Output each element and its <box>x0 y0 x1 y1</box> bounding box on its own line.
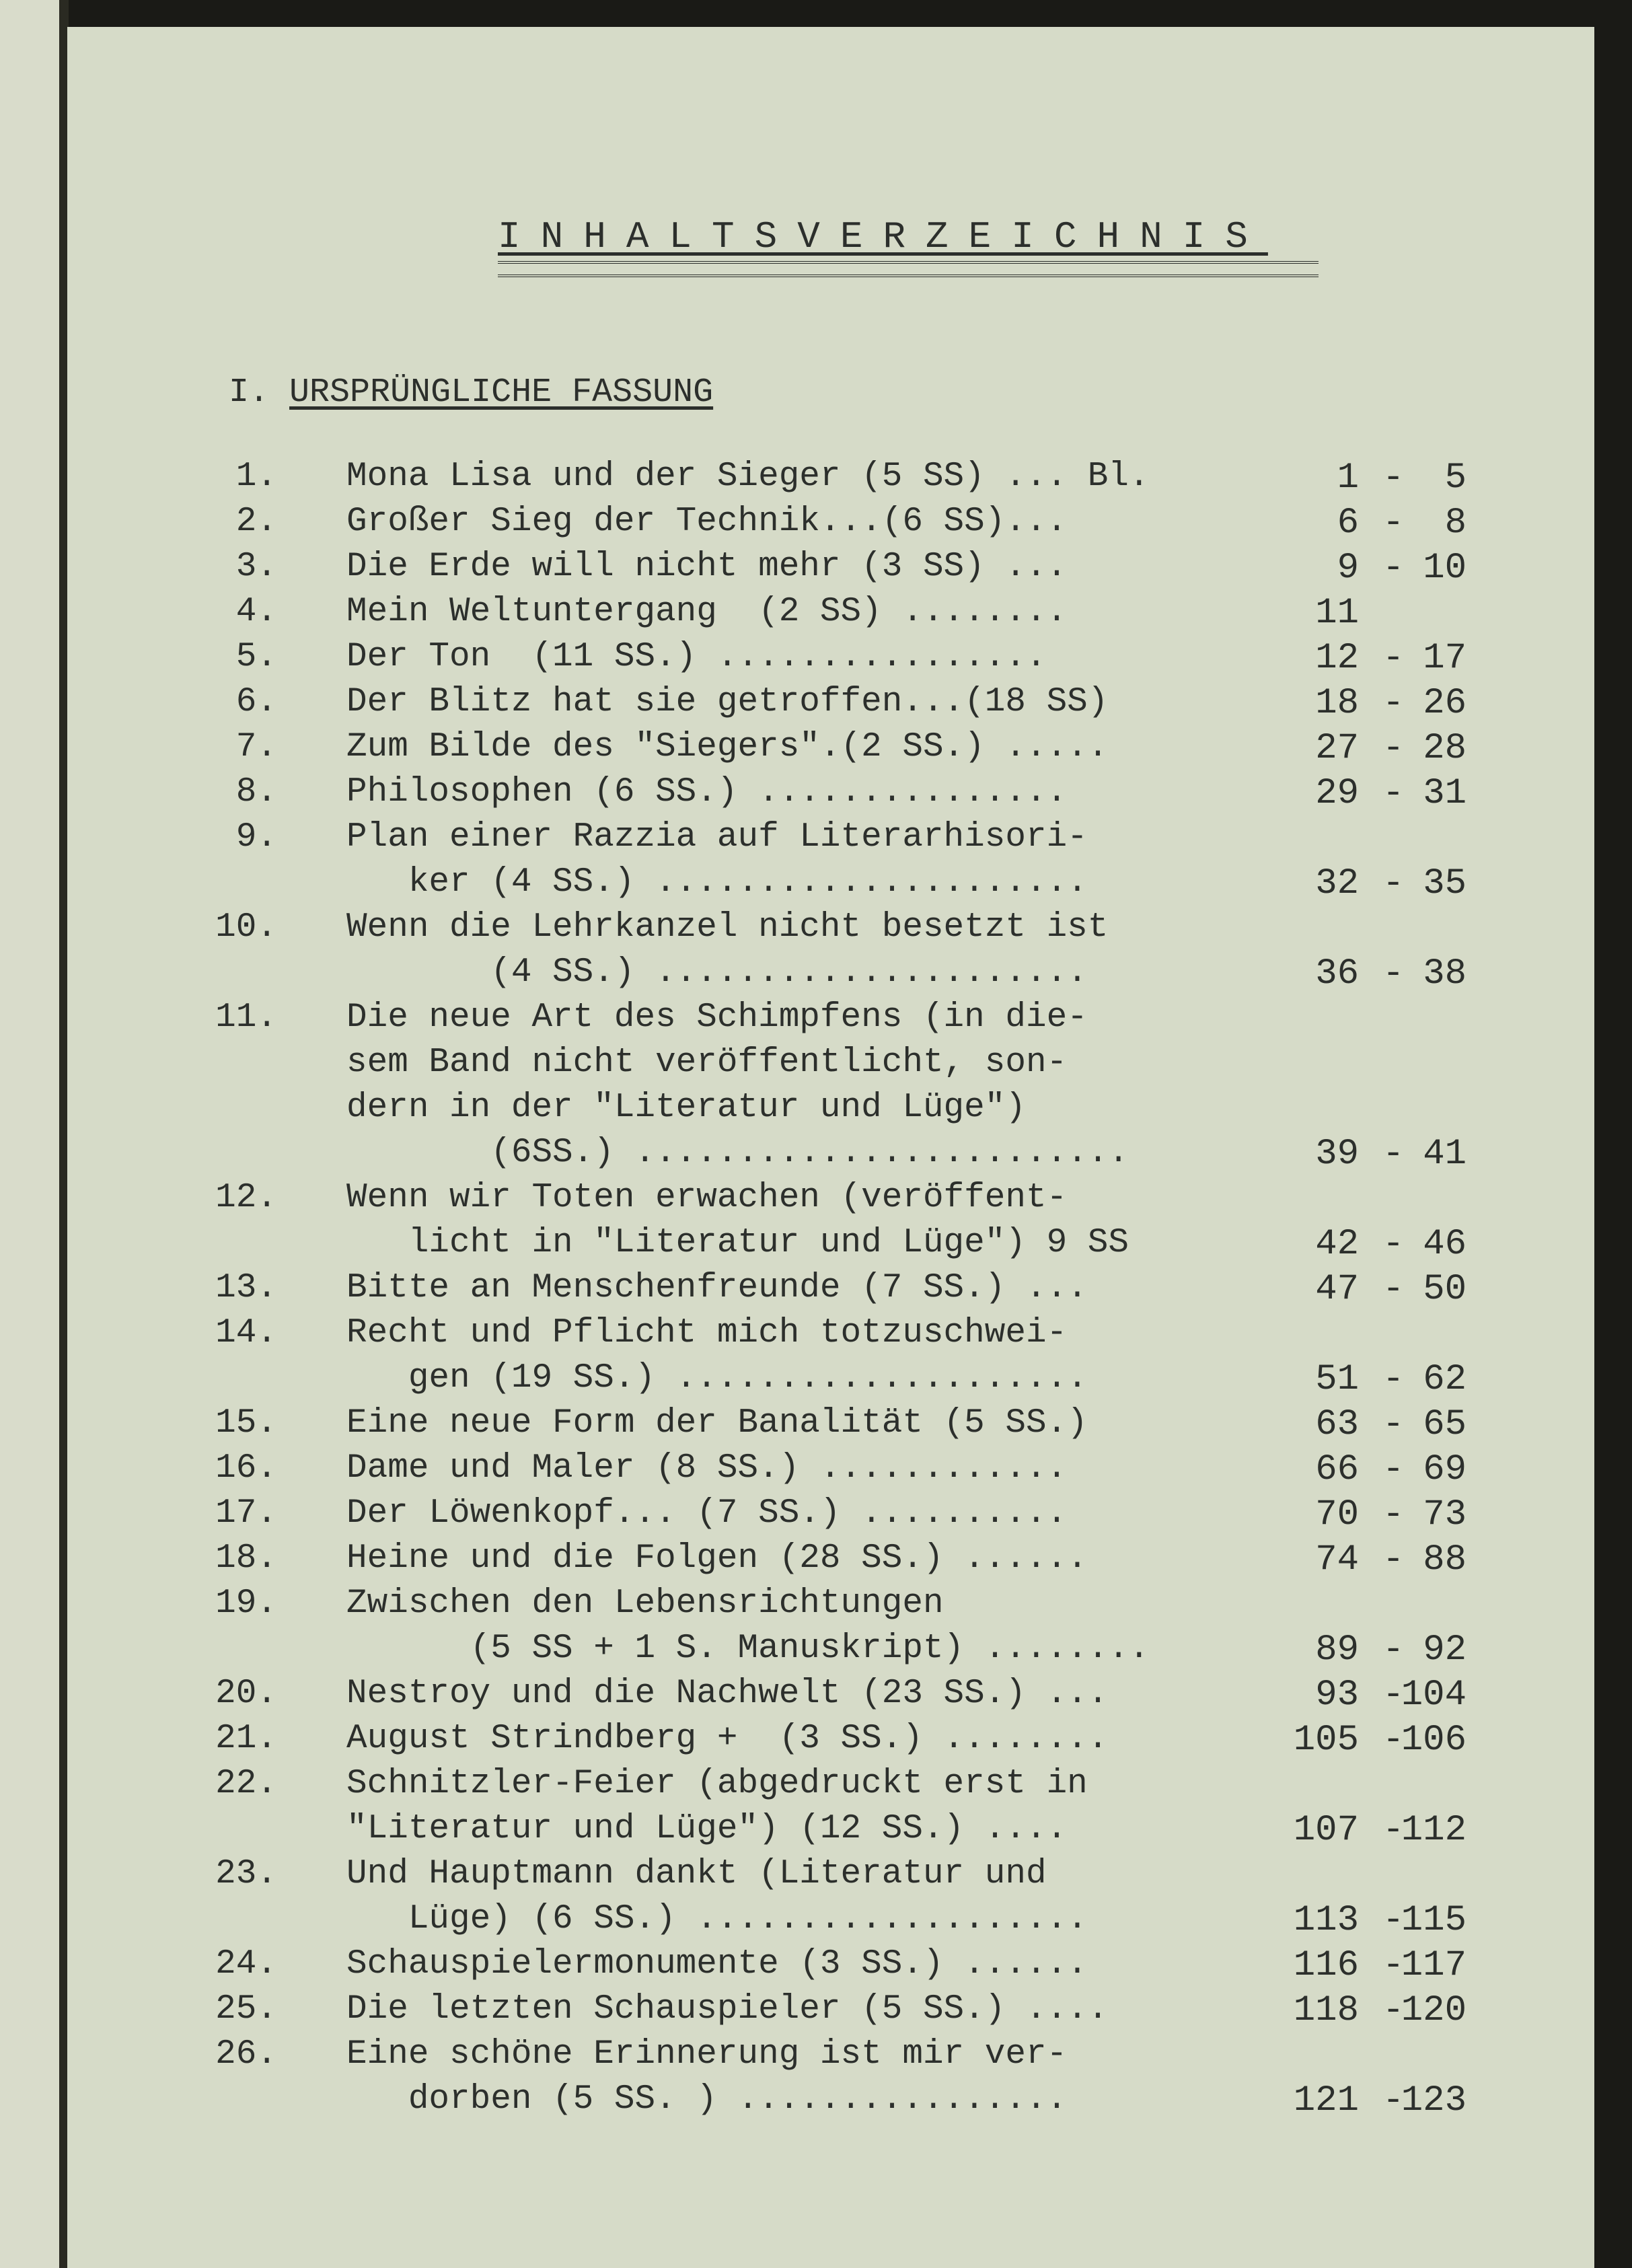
toc-item-title-line: Der Blitz hat sie getroffen...(18 SS) <box>346 683 1109 721</box>
toc-page-from: 113 <box>1293 1900 1359 1941</box>
toc-item-title-line: Recht und Pflicht mich totzuschwei- <box>346 1314 1068 1352</box>
toc-page-to: 120 <box>1401 1990 1467 2031</box>
toc-item-title-line: Großer Sieg der Technik...(6 SS)... <box>346 503 1068 541</box>
toc-item-number: 21. <box>215 1720 277 1758</box>
toc-range-dash: - <box>1382 1404 1405 1445</box>
toc-item-title-line: Eine schöne Erinnerung ist mir ver- <box>346 2035 1068 2074</box>
section-label: URSPRÜNGLICHE FASSUNG <box>289 373 714 412</box>
toc-page-to: 73 <box>1423 1494 1467 1535</box>
toc-item-number: 18. <box>215 1539 277 1578</box>
toc-page-from: 9 <box>1337 548 1359 589</box>
toc-page-to: 88 <box>1423 1539 1467 1580</box>
toc-range-dash: - <box>1382 863 1405 904</box>
toc-range-dash: - <box>1382 458 1405 499</box>
toc-range-dash: - <box>1382 1134 1405 1175</box>
toc-page-to: 41 <box>1423 1134 1467 1175</box>
toc-item-title-line: (6SS.) ........................ <box>346 1134 1129 1172</box>
toc-page-from: 12 <box>1315 638 1359 679</box>
toc-item-title-line: Schnitzler-Feier (abgedruckt erst in <box>346 1765 1088 1803</box>
toc-item-number: 7. <box>235 728 277 766</box>
toc-page-to: 123 <box>1401 2080 1467 2121</box>
toc-range-dash: - <box>1382 1630 1405 1671</box>
toc-page-to: 106 <box>1401 1720 1467 1761</box>
toc-range-dash: - <box>1382 1945 1405 1986</box>
toc-page-to: 115 <box>1401 1900 1467 1941</box>
toc-page-to: 38 <box>1423 953 1467 994</box>
toc-item-number: 23. <box>215 1855 277 1893</box>
toc-page-to: 69 <box>1423 1449 1467 1490</box>
toc-page-from: 105 <box>1293 1720 1359 1761</box>
toc-page-from: 93 <box>1315 1675 1359 1716</box>
toc-item-number: 12. <box>215 1179 277 1217</box>
toc-page-from: 1 <box>1337 458 1359 499</box>
toc-page-from: 63 <box>1315 1404 1359 1445</box>
toc-item-title-line: Die Erde will nicht mehr (3 SS) ... <box>346 548 1068 586</box>
toc-item-number: 1. <box>235 458 277 496</box>
toc-range-dash: - <box>1382 503 1405 544</box>
toc-range-dash: - <box>1382 1675 1405 1716</box>
toc-page-to: 50 <box>1423 1269 1467 1310</box>
toc-item-title-line: Dame und Maler (8 SS.) ............ <box>346 1449 1068 1488</box>
toc-page-from: 121 <box>1293 2080 1359 2121</box>
toc-page-to: 65 <box>1423 1404 1467 1445</box>
toc-item-number: 4. <box>235 593 277 631</box>
toc-item-title-line: licht in "Literatur und Lüge") 9 SS <box>346 1224 1129 1262</box>
toc-item-title-line: Und Hauptmann dankt (Literatur und <box>346 1855 1047 1893</box>
toc-range-dash: - <box>1382 1900 1405 1941</box>
toc-range-dash: - <box>1382 548 1405 589</box>
toc-item-title-line: Die neue Art des Schimpfens (in die- <box>346 998 1088 1037</box>
toc-item-number: 9. <box>235 818 277 856</box>
toc-item-title-line: Die letzten Schauspieler (5 SS.) .... <box>346 1990 1109 2028</box>
toc-item-title-line: ker (4 SS.) ..................... <box>346 863 1088 902</box>
toc-range-dash: - <box>1382 1539 1405 1580</box>
toc-item-title-line: Philosophen (6 SS.) ............... <box>346 773 1068 811</box>
toc-item-number: 6. <box>235 683 277 721</box>
toc-page-from: 18 <box>1315 683 1359 724</box>
toc-page-to: 62 <box>1423 1359 1467 1400</box>
toc-range-dash: - <box>1382 1990 1405 2031</box>
toc-range-dash: - <box>1382 1494 1405 1535</box>
toc-item-number: 26. <box>215 2035 277 2074</box>
toc-range-dash: - <box>1382 1720 1405 1761</box>
toc-item-title-line: (5 SS + 1 S. Manuskript) ........ <box>346 1630 1150 1668</box>
toc-item-number: 11. <box>215 998 277 1037</box>
toc-item-title-line: Schauspielermonumente (3 SS.) ...... <box>346 1945 1088 1983</box>
toc-page-from: 116 <box>1293 1945 1359 1986</box>
toc-page-to: 35 <box>1423 863 1467 904</box>
toc-page-from: 66 <box>1315 1449 1359 1490</box>
toc-page-to: 112 <box>1401 1810 1467 1851</box>
toc-item-number: 8. <box>235 773 277 811</box>
toc-range-dash: - <box>1382 953 1405 994</box>
toc-item-title-line: Mona Lisa und der Sieger (5 SS) ... Bl. <box>346 458 1150 496</box>
toc-page-to: 46 <box>1423 1224 1467 1265</box>
toc-item-number: 17. <box>215 1494 277 1533</box>
toc-page-from: 51 <box>1315 1359 1359 1400</box>
toc-page-from: 29 <box>1315 773 1359 814</box>
page-title: INHALTSVERZEICHNIS <box>498 215 1268 258</box>
toc-item-title-line: Wenn wir Toten erwachen (veröffent- <box>346 1179 1068 1217</box>
toc-page-to: 104 <box>1401 1675 1467 1716</box>
toc-range-dash: - <box>1382 1810 1405 1851</box>
toc-page-to: 26 <box>1423 683 1467 724</box>
toc-page-to: 5 <box>1444 458 1467 499</box>
toc-page-to: 8 <box>1444 503 1467 544</box>
toc-page-from: 36 <box>1315 953 1359 994</box>
toc-item-number: 10. <box>215 908 277 947</box>
toc-item-number: 13. <box>215 1269 277 1307</box>
toc-item-title-line: dorben (5 SS. ) ................ <box>346 2080 1068 2119</box>
toc-page-from: 6 <box>1337 503 1359 544</box>
toc-page-from: 39 <box>1315 1134 1359 1175</box>
toc-page-to: 31 <box>1423 773 1467 814</box>
toc-range-dash: - <box>1382 773 1405 814</box>
toc-item-number: 24. <box>215 1945 277 1983</box>
toc-page-from: 74 <box>1315 1539 1359 1580</box>
toc-item-title-line: Lüge) (6 SS.) ................... <box>346 1900 1088 1938</box>
toc-range-dash: - <box>1382 638 1405 679</box>
toc-item-number: 16. <box>215 1449 277 1488</box>
toc-range-dash: - <box>1382 2080 1405 2121</box>
section-heading <box>229 373 713 412</box>
toc-range-dash: - <box>1382 728 1405 769</box>
toc-page-from: 70 <box>1315 1494 1359 1535</box>
toc-page-from: 11 <box>1315 593 1359 634</box>
toc-item-number: 19. <box>215 1584 277 1623</box>
toc-item-title-line: Heine und die Folgen (28 SS.) ...... <box>346 1539 1088 1578</box>
toc-item-title-line: August Strindberg + (3 SS.) ........ <box>346 1720 1109 1758</box>
document-page <box>67 27 1594 2268</box>
toc-item-number: 14. <box>215 1314 277 1352</box>
toc-page-to: 10 <box>1423 548 1467 589</box>
toc-item-title-line: Eine neue Form der Banalität (5 SS.) <box>346 1404 1088 1442</box>
previous-page-edge <box>0 0 59 2268</box>
toc-item-title-line: Bitte an Menschenfreunde (7 SS.) ... <box>346 1269 1088 1307</box>
toc-page-to: 28 <box>1423 728 1467 769</box>
toc-range-dash: - <box>1382 1359 1405 1400</box>
toc-item-title-line: Zwischen den Lebensrichtungen <box>346 1584 944 1623</box>
toc-page-to: 92 <box>1423 1630 1467 1671</box>
toc-item-title-line: (4 SS.) ..................... <box>346 953 1088 992</box>
toc-page-from: 118 <box>1293 1990 1359 2031</box>
toc-page-from: 107 <box>1293 1810 1359 1851</box>
toc-range-dash: - <box>1382 1224 1405 1265</box>
toc-range-dash: - <box>1382 1449 1405 1490</box>
toc-item-number: 15. <box>215 1404 277 1442</box>
toc-item-title-line: Der Ton (11 SS.) ................ <box>346 638 1047 676</box>
toc-item-title-line: Plan einer Razzia auf Literarhisori- <box>346 818 1088 856</box>
toc-item-title-line: sem Band nicht veröffentlicht, son- <box>346 1044 1068 1082</box>
toc-item-title-line: gen (19 SS.) .................... <box>346 1359 1088 1397</box>
toc-item-number: 3. <box>235 548 277 586</box>
toc-item-title-line: Nestroy und die Nachwelt (23 SS.) ... <box>346 1675 1109 1713</box>
toc-page-to: 117 <box>1401 1945 1467 1986</box>
toc-item-number: 2. <box>235 503 277 541</box>
toc-page-to: 17 <box>1423 638 1467 679</box>
toc-page-from: 42 <box>1315 1224 1359 1265</box>
toc-page-from: 89 <box>1315 1630 1359 1671</box>
toc-page-from: 32 <box>1315 863 1359 904</box>
toc-item-title-line: Wenn die Lehrkanzel nicht besetzt ist <box>346 908 1109 947</box>
toc-item-title-line: dern in der "Literatur und Lüge") <box>346 1089 1026 1127</box>
toc-item-title-line: "Literatur und Lüge") (12 SS.) .... <box>346 1810 1068 1848</box>
toc-item-number: 25. <box>215 1990 277 2028</box>
toc-item-title-line: Zum Bilde des "Siegers".(2 SS.) ..... <box>346 728 1109 766</box>
toc-item-number: 5. <box>235 638 277 676</box>
toc-range-dash: - <box>1382 683 1405 724</box>
toc-item-number: 22. <box>215 1765 277 1803</box>
title-double-rule <box>498 261 1319 277</box>
toc-page-from: 27 <box>1315 728 1359 769</box>
toc-item-title-line: Mein Weltuntergang (2 SS) ........ <box>346 593 1068 631</box>
toc-item-number: 20. <box>215 1675 277 1713</box>
section-number: I. <box>229 373 270 412</box>
toc-range-dash: - <box>1382 1269 1405 1310</box>
toc-item-title-line: Der Löwenkopf... (7 SS.) .......... <box>346 1494 1068 1533</box>
toc-page-from: 47 <box>1315 1269 1359 1310</box>
